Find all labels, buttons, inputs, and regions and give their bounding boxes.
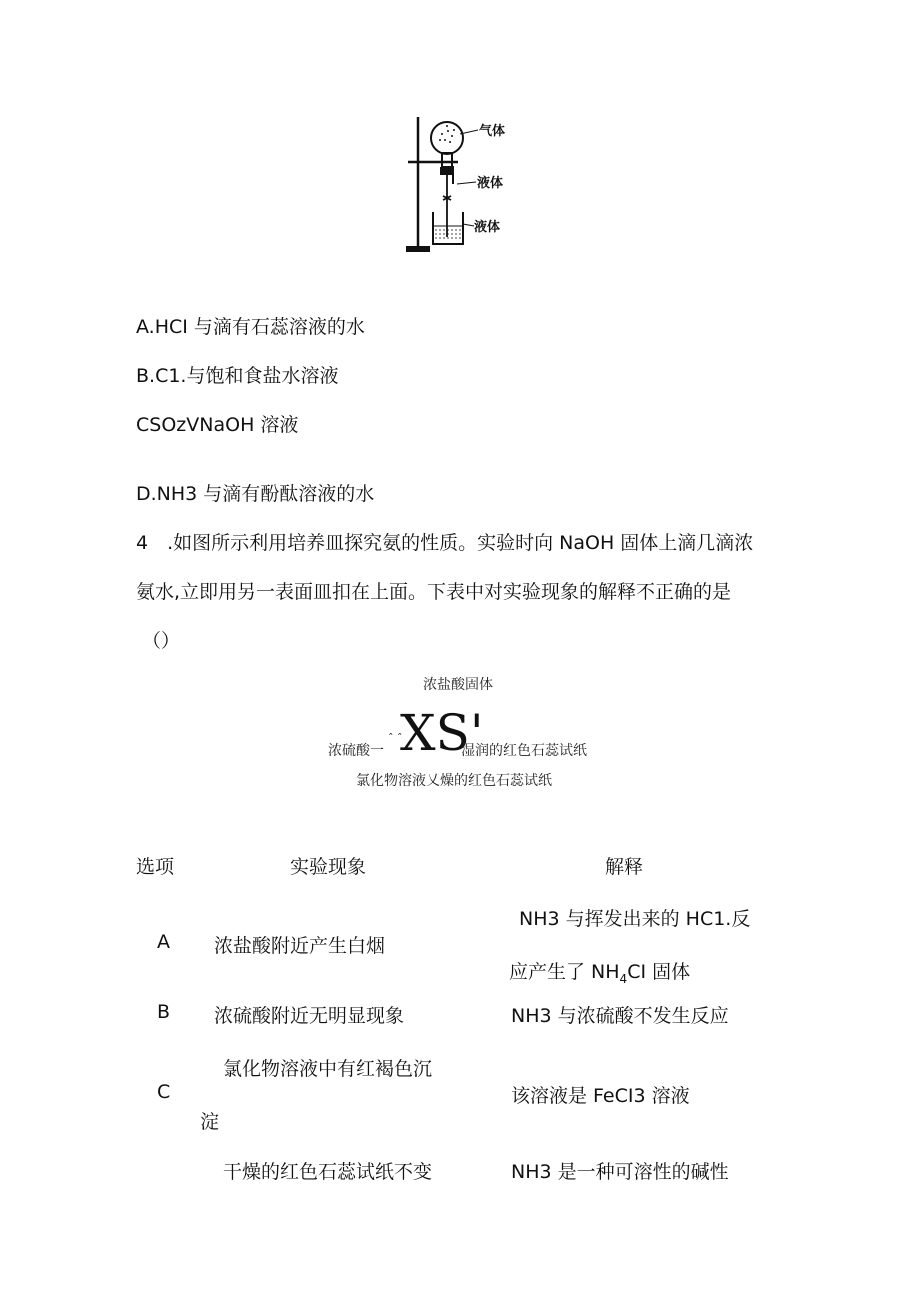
row-a-phenomenon: 浓盐酸附近产生白烟 — [214, 935, 386, 957]
row-b-option: B — [157, 1001, 171, 1023]
figure2-left-label: 浓硫酸一 — [328, 743, 384, 759]
row-b-explanation: NH3 与浓硫酸不发生反应 — [511, 1005, 729, 1027]
figure2-small-marks: ˆ ˆ — [388, 732, 403, 745]
figure2-big-glyph: XS' — [400, 704, 484, 762]
figure2-top-label: 浓盐酸固体 — [423, 677, 493, 693]
option-b: B.C1.与饱和食盐水溶液 — [136, 365, 339, 387]
option-a: A.HCI 与滴有石蕊溶液的水 — [136, 316, 365, 338]
label-liquid-upper: 液体 — [477, 176, 504, 191]
option-d: D.NH3 与滴有酚酞溶液的水 — [136, 483, 375, 505]
row-a-explanation-line-2: 应产生了 $NH_4CI$ 固体 — [509, 961, 691, 986]
row-a-explanation-line-1: NH3 与挥发出来的 HC1.反 — [519, 908, 751, 930]
label-liquid-lower: 液体 — [474, 220, 501, 235]
row-d-phenomenon: 干燥的红色石蕊试纸不变 — [223, 1161, 433, 1183]
row-c-explanation: 该溶液是 FeCI3 溶液 — [511, 1085, 690, 1107]
row-c-phenomenon-line-1: 氯化物溶液中有红褐色沉 — [223, 1058, 433, 1080]
table-header-explanation: 解释 — [605, 856, 644, 878]
question-4-line-2: 氨水,立即用另一表面皿扣在上面。下表中对实验现象的解释不正确的是 — [136, 581, 732, 603]
figure2-right-label: 湿润的红色石蕊试纸 — [461, 743, 587, 759]
row-b-phenomenon: 浓硫酸附近无明显现象 — [214, 1005, 405, 1027]
row-c-phenomenon-line-2: 淀 — [200, 1111, 220, 1133]
fountain-apparatus-figure — [400, 112, 520, 257]
table-header-option: 选项 — [136, 856, 175, 878]
question-4-line-3: （） — [142, 630, 181, 652]
table-header-phenomenon: 实验现象 — [290, 856, 367, 878]
row-a-option: A — [157, 931, 170, 953]
row-c-option: C — [157, 1081, 171, 1103]
question-4-line-1: 4 .如图所示利用培养皿探究氨的性质。实验时向 NaOH 固体上滴几滴浓 — [136, 532, 754, 554]
label-gas: 气体 — [479, 124, 506, 139]
figure2-bottom-label: 氯化物溶液乂燥的红色石蕊试纸 — [356, 773, 552, 789]
option-c: CSOzVNaOH 溶液 — [136, 414, 299, 436]
row-d-explanation: NH3 是一种可溶性的碱性 — [511, 1161, 729, 1183]
